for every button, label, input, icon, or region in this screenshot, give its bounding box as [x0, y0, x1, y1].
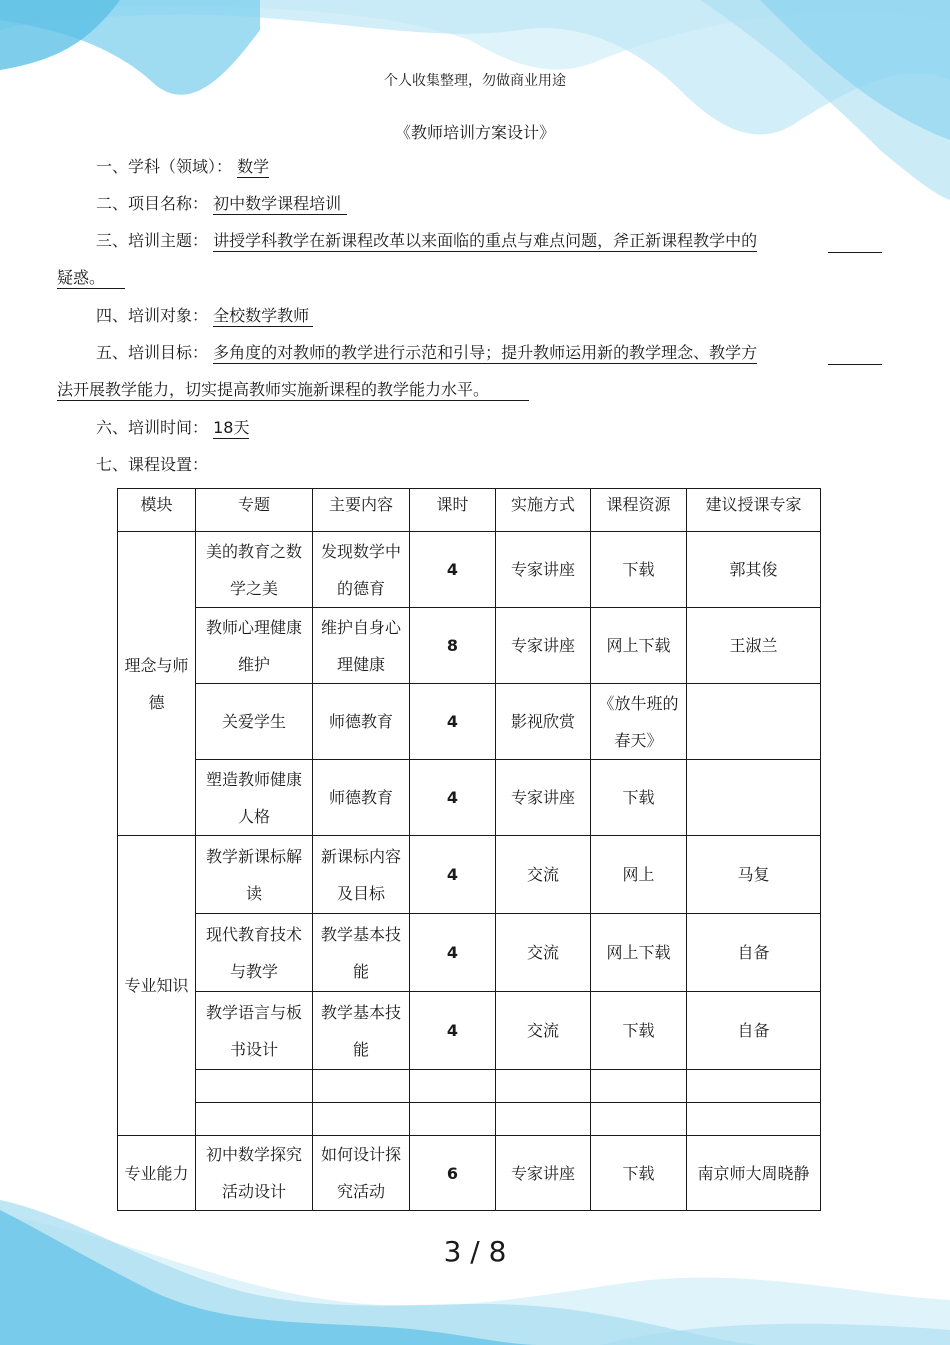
- header-resource: 课程资源: [591, 489, 687, 532]
- module-cell: 专业能力: [118, 1136, 196, 1211]
- header-module: 模块: [118, 489, 196, 532]
- resource-cell: 网上下载: [591, 608, 687, 684]
- hours-cell: 6: [410, 1136, 496, 1211]
- resource-cell: 下载: [591, 1136, 687, 1211]
- content-cell: 如何设计探究活动: [313, 1136, 410, 1211]
- table-row-empty: [118, 1070, 821, 1103]
- resource-cell: 下载: [591, 992, 687, 1070]
- module-cell: 专业知识: [118, 836, 196, 1136]
- hours-cell: 4: [410, 992, 496, 1070]
- resource-cell: 下载: [591, 760, 687, 836]
- header-content: 主要内容: [313, 489, 410, 532]
- method-cell: 专家讲座: [496, 532, 591, 608]
- field-value: 全校数学教师: [213, 306, 313, 327]
- expert-cell: 郭其俊: [687, 532, 821, 608]
- topic-cell: 教学新课标解读: [196, 836, 313, 914]
- topic-cell: 现代教育技术与教学: [196, 914, 313, 992]
- content-cell: 发现数学中的德育: [313, 532, 410, 608]
- field-label: 六、培训时间：: [96, 418, 209, 437]
- field-theme-continued: 疑惑。: [57, 268, 125, 288]
- hours-cell: 8: [410, 608, 496, 684]
- field-courses: [96, 455, 208, 475]
- table-row: [118, 684, 821, 760]
- document-title: 《教师培训方案设计》: [394, 123, 555, 142]
- content-cell: 师德教育: [313, 760, 410, 836]
- field-goal-continued: 法开展教学能力，切实提高教师实施新课程的教学能力水平。: [57, 380, 529, 400]
- field-audience: [96, 306, 313, 326]
- field-label: 五、培训目标：: [96, 343, 209, 362]
- field-label: 四、培训对象：: [96, 306, 209, 325]
- expert-cell: 南京师大周晓静: [687, 1136, 821, 1211]
- content-cell: 教学基本技能: [313, 992, 410, 1070]
- hours-cell: 4: [410, 532, 496, 608]
- expert-cell: [687, 684, 821, 760]
- field-label: 二、项目名称：: [96, 194, 209, 213]
- topic-cell: 教师心理健康维护: [196, 608, 313, 684]
- header-hours: 课时: [410, 489, 496, 532]
- expert-cell: 自备: [687, 914, 821, 992]
- table-header-row: [118, 489, 821, 532]
- hours-cell: 4: [410, 684, 496, 760]
- course-table: [117, 488, 821, 1211]
- table-row: [118, 992, 821, 1070]
- underline-fill: [828, 364, 882, 365]
- hours-cell: 4: [410, 914, 496, 992]
- header-expert: 建议授课专家: [687, 489, 821, 532]
- module-cell: 理念与师德: [118, 532, 196, 836]
- field-value: 初中数学课程培训: [213, 194, 347, 215]
- table-row: [118, 760, 821, 836]
- field-project-name: [96, 194, 347, 214]
- table-row: [118, 532, 821, 608]
- field-value: 18天: [213, 418, 250, 437]
- method-cell: 交流: [496, 914, 591, 992]
- field-label: 一、学科（领域）：: [96, 157, 233, 176]
- method-cell: 专家讲座: [496, 608, 591, 684]
- resource-cell: 下载: [591, 532, 687, 608]
- content-cell: 教学基本技能: [313, 914, 410, 992]
- method-cell: 交流: [496, 992, 591, 1070]
- resource-cell: 《放牛班的春天》: [591, 684, 687, 760]
- resource-cell: 网上下载: [591, 914, 687, 992]
- header-method: 实施方式: [496, 489, 591, 532]
- table-row: [118, 608, 821, 684]
- hours-cell: 4: [410, 836, 496, 914]
- field-subject: [96, 157, 269, 177]
- table-row-empty: [118, 1103, 821, 1136]
- field-label: 七、课程设置：: [96, 455, 209, 474]
- method-cell: 专家讲座: [496, 760, 591, 836]
- table-row: [118, 1136, 821, 1211]
- underline-fill: [828, 252, 882, 253]
- field-value: 多角度的对教师的教学进行示范和引导；提升教师运用新的教学理念、教学方: [213, 343, 758, 362]
- topic-cell: 塑造教师健康人格: [196, 760, 313, 836]
- page-number: 3 / 8: [443, 1235, 507, 1268]
- field-value: 数学: [237, 157, 270, 176]
- content-cell: 维护自身心理健康: [313, 608, 410, 684]
- header-note: 个人收集整理，勿做商业用途: [384, 73, 566, 89]
- expert-cell: 自备: [687, 992, 821, 1070]
- topic-cell: 教学语言与板书设计: [196, 992, 313, 1070]
- table-row: [118, 836, 821, 914]
- topic-cell: 初中数学探究活动设计: [196, 1136, 313, 1211]
- topic-cell: 美的教育之数学之美: [196, 532, 313, 608]
- hours-cell: 4: [410, 760, 496, 836]
- expert-cell: [687, 760, 821, 836]
- field-value: 讲授学科教学在新课程改革以来面临的重点与难点问题，斧正新课程教学中的: [213, 231, 758, 250]
- expert-cell: 王淑兰: [687, 608, 821, 684]
- expert-cell: 马复: [687, 836, 821, 914]
- header-topic: 专题: [196, 489, 313, 532]
- topic-cell: 关爱学生: [196, 684, 313, 760]
- field-duration: [96, 418, 249, 438]
- content-cell: 新课标内容及目标: [313, 836, 410, 914]
- method-cell: 影视欣赏: [496, 684, 591, 760]
- field-theme: [96, 231, 757, 251]
- method-cell: 专家讲座: [496, 1136, 591, 1211]
- content-cell: 师德教育: [313, 684, 410, 760]
- method-cell: 交流: [496, 836, 591, 914]
- table-row: [118, 914, 821, 992]
- resource-cell: 网上: [591, 836, 687, 914]
- field-goal: [96, 343, 757, 363]
- field-label: 三、培训主题：: [96, 231, 209, 250]
